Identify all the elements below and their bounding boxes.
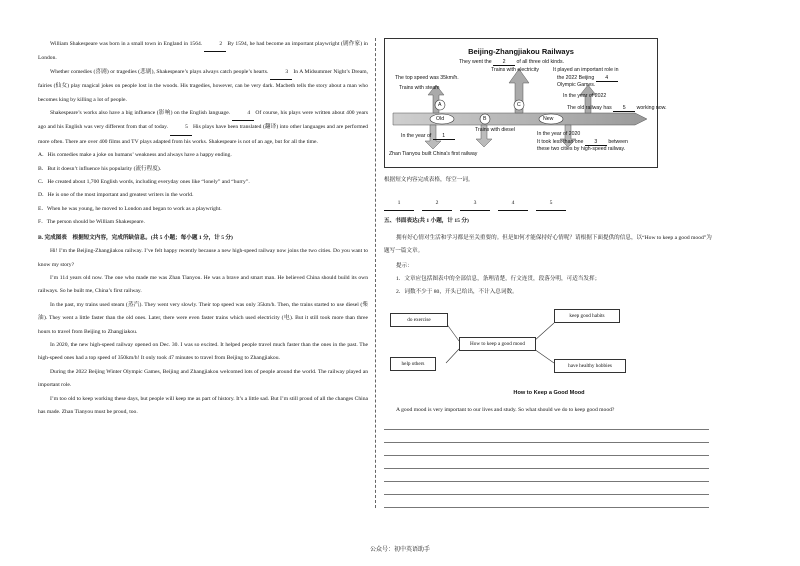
section-5-heading: 五、书面表达(共 1 小题，计 15 分) — [384, 218, 469, 224]
footer: 公众号：初中英语助手 — [369, 546, 430, 553]
p1b-text: By 1594, he had become an important playwright (剧作家) in London. — [38, 41, 368, 62]
diagram-in-year: In the year of 1 — [401, 133, 455, 140]
diagram-zhan: Zhan Tianyou built China's first railway — [389, 151, 478, 157]
p2b-text: In A Midsummer Night’s Dream, fairies (仙女) play magical jokes on people lost in the woods. His tragedies, however, can be very dark. Macbeth tells the story about a man who becomes king by killing a lot of people. — [38, 68, 368, 103]
diagram-blank-3[interactable]: 3 — [585, 139, 607, 146]
diagram-top-speed: The top speed was 35km/h. — [395, 75, 459, 81]
blank-2[interactable]: 2 — [204, 38, 226, 52]
diagram-b: B — [483, 116, 487, 122]
blank-5[interactable]: 5 — [170, 121, 192, 135]
diagram-role-2: the 2022 Beijing 4 — [557, 75, 618, 82]
writing-line[interactable] — [384, 443, 709, 456]
diagram-c: C — [517, 102, 521, 108]
writing-line[interactable] — [384, 430, 709, 443]
diagram-year-2022: In the year of 2022 — [563, 93, 607, 99]
section-b-heading: B. 完成图表 根据短文内容，完成所缺信息。(共 5 小题；每小题 1 分，计 5 分) — [38, 234, 233, 241]
diagram-year-2020: In the year of 2020 — [537, 131, 581, 137]
p2-text: Whether comedies (喜剧) or tragedies (悲剧), Shakespeare’s plays always catch people’s hearts. — [50, 68, 270, 75]
mind-help-others: help others — [390, 357, 436, 371]
answer-blank-4[interactable]: 4 — [498, 197, 528, 211]
diagram-steam: Trains with steam — [399, 85, 440, 91]
option-e: E．When he was young, he moved to London and began to work as a playwright. — [38, 205, 222, 212]
essay-start: A good mood is very important to our lives and study. So what should we do to keep good mood? — [396, 407, 615, 413]
diagram-old: Old — [436, 116, 445, 122]
answer-blank-1[interactable]: 1 — [384, 197, 414, 211]
mind-habits: keep good habits — [554, 309, 620, 323]
instruction: 根据短文内容完成表格，每空一词。 — [384, 177, 474, 183]
blank-3[interactable]: 3 — [270, 66, 292, 80]
writing-line[interactable] — [384, 469, 709, 482]
p1-text: William Shakespeare was born in a small town in England in 1564. — [50, 41, 204, 47]
paragraph-3 — [38, 107, 368, 149]
mind-exercise: do exercise — [390, 313, 448, 327]
story-paragraph-3: In the past, my trains used steam (蒸汽). They went very slowly. Their top speed was only 35km/h. Then, the trains started to use diesel (柴油). They went a little faster than the old ones. Later, there were even faster trains which used electricity (电). But it still took more than three hours to travel from Beijing to Zhangjiakou. — [38, 301, 368, 335]
right-column — [384, 38, 714, 508]
paragraph-1 — [38, 38, 368, 66]
diagram-role-3: Olympic Games. — [557, 82, 596, 88]
tip-2: 2．词数不少于 80，开头已给出，不计入总词数。 — [396, 289, 518, 295]
column-divider — [375, 38, 376, 508]
story-paragraph-6: I’m too old to keep working these days, but people will keep me as part of history. It’s a little sad. But I’m still proud of all the changes China has made. Zhan Tianyou must be proud, too. — [38, 395, 368, 415]
mind-hobbies: have healthy hobbies — [554, 359, 626, 373]
answer-blank-5[interactable]: 5 — [536, 197, 566, 211]
option-a: A．His comedies make a joke on humans’ weakness and always have a happy ending. — [38, 152, 232, 159]
writing-line[interactable] — [384, 482, 709, 495]
story-paragraph-4: In 2020, the new high-speed railway opened on Dec. 30. I was so excited. It helped people travel much faster than the ones in the past. The high-speed ones had a top speed of 350km/h! It only took 47 minutes to travel from Beijing to Zhangjiakou. — [38, 341, 368, 362]
diagram-blank-4[interactable]: 4 — [596, 75, 618, 82]
story-paragraph-5: During the 2022 Beijing Winter Olympic Games, Beijing and Zhangjiakou welcomed lots of people around the world. The railway played an important role. — [38, 368, 368, 389]
essay-title: How to Keep a Good Mood — [513, 390, 585, 396]
option-c: C．He created about 1,700 English words, including everyday ones like “lonely” and “hurry”. — [38, 179, 250, 186]
diagram-new: New — [543, 116, 554, 122]
diagram-blank-5[interactable]: 5 — [613, 105, 635, 112]
left-column — [38, 38, 368, 419]
writing-line[interactable] — [384, 417, 709, 430]
blank-4[interactable]: 4 — [232, 107, 254, 121]
p3b-text: Of course, his plays were written about 400 years ago and his English was very different from that of today. — [38, 110, 368, 131]
paragraph-2 — [38, 66, 368, 107]
railway-diagram — [384, 38, 667, 168]
p3-text: Shakespeare’s works also have a big influence (影响) on the English language. — [50, 110, 232, 117]
tips-label: 提示： — [396, 263, 413, 269]
diagram-a: A — [438, 102, 442, 108]
answer-blank-3[interactable]: 3 — [460, 197, 490, 211]
diagram-electricity: Trains with electricity — [491, 67, 539, 73]
tip-1: 1．文章应包括图表中的全部信息，条理清楚，行文连贯，段落分明，可适当发挥； — [396, 276, 601, 282]
answer-blank-2[interactable]: 2 — [422, 197, 452, 211]
diagram-title: Beijing-Zhangjiakou Railways — [468, 47, 574, 56]
writing-prompt: 拥有好心情对生活和学习都是至关重要的。但是如何才能保持好心情呢？请根据下面提供的信息，以“How to keep a good mood”为题写一篇文章。 — [384, 235, 712, 254]
diagram-took-2: these two cities by high-speed railway. — [537, 146, 626, 152]
answer-blanks — [384, 197, 714, 211]
mind-center: How to keep a good mood — [459, 337, 536, 351]
diagram-role-1: It played an important role in — [553, 67, 619, 73]
story-paragraph-2: I’m 114 years old now. The one who made me was Zhan Tianyou. He was a brave and smart man. He believed China should build its own railways. So he built me, China’s first railway. — [38, 274, 368, 295]
diagram-went: They went the 2 of all three old kinds. — [459, 59, 565, 65]
diagram-blank-1[interactable]: 1 — [433, 133, 455, 140]
option-d: D．He is one of the most important and greatest writers in the world. — [38, 192, 194, 199]
writing-line[interactable] — [384, 456, 709, 469]
diagram-old-railway: The old railway has 5 working now. — [567, 105, 667, 111]
diagram-blank-2[interactable]: 2 — [493, 59, 515, 66]
p3c-text: His plays have been translated (翻译) into other languages and are performed more often. There are over 400 films and TV plays adapted from his works. Shakespeare is not of an age, but for all the time. — [38, 124, 368, 145]
diagram-diesel: Trains with diesel — [475, 127, 515, 133]
mind-map — [384, 309, 684, 379]
story-paragraph-1: Hi! I’m the Beijing-Zhangjiakou railway. I’ve felt happy recently because a new high-speed railway now joins the two cities. Do you want to know my story? — [38, 248, 368, 268]
option-b: B．But it doesn’t influence his popularity (流行程度). — [38, 165, 162, 172]
option-f: F．The person should be William Shakespeare. — [38, 219, 145, 226]
writing-line[interactable] — [384, 495, 709, 508]
diagram-took: It took less than one 3 between — [537, 139, 628, 145]
